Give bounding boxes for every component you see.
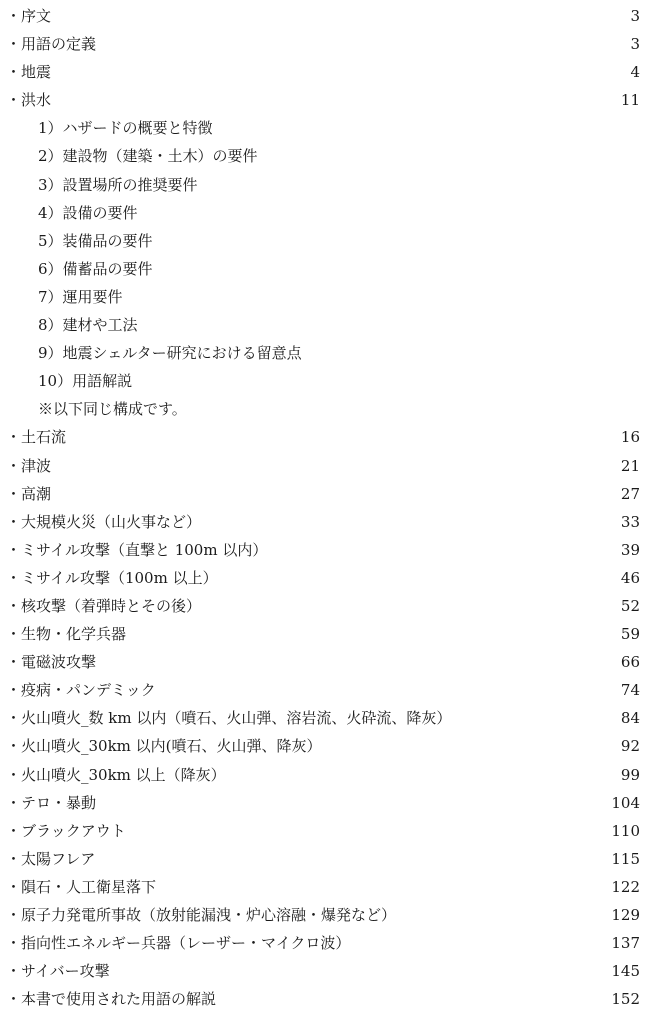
toc-page-number: 66 xyxy=(620,653,640,672)
toc-entry-title: 8）建材や工法 xyxy=(38,316,138,335)
toc-page-number: 21 xyxy=(620,456,640,475)
toc-subentry xyxy=(0,142,669,170)
toc-page-number: 16 xyxy=(620,428,640,447)
toc-page-number: 46 xyxy=(620,568,640,587)
toc-entry xyxy=(0,86,669,114)
toc-entry-title: ・原子力発電所事故（放射能漏洩・炉心溶融・爆発など） xyxy=(6,906,397,924)
toc-entry-title: 4）設備の要件 xyxy=(38,203,138,222)
toc-subentry xyxy=(0,114,669,142)
toc-page-number: 27 xyxy=(620,484,640,503)
toc-subentry xyxy=(0,311,669,339)
toc-entry xyxy=(0,901,669,929)
toc-page-number: 145 xyxy=(611,962,640,981)
toc-entry-title: ・火山噴火_数 km 以内（噴石、火山弾、溶岩流、火砕流、降灰） xyxy=(6,709,452,728)
toc-entry xyxy=(0,873,669,901)
toc-entry-title: ・核攻撃（着弾時とその後） xyxy=(6,596,202,615)
toc-subentry xyxy=(0,367,669,395)
toc-entry xyxy=(0,648,669,676)
toc-entry-title: ・隕石・人工衛星落下 xyxy=(6,877,157,896)
toc-entry-title: ・ミサイル攻撃（100m 以上） xyxy=(6,568,218,587)
toc-subentry xyxy=(0,255,669,283)
toc-entry xyxy=(0,452,669,480)
toc-entry xyxy=(0,564,669,592)
toc-entry-title: 5）装備品の要件 xyxy=(38,231,153,250)
toc-page-number: 74 xyxy=(620,681,640,700)
toc-entry xyxy=(0,620,669,648)
toc-page-number: 84 xyxy=(620,709,640,728)
toc-subentry xyxy=(0,199,669,227)
table-of-contents xyxy=(0,2,669,1013)
toc-entry-title: ・土石流 xyxy=(6,428,67,447)
toc-entry xyxy=(0,2,669,30)
toc-entry-title: ・火山噴火_30km 以上（降灰） xyxy=(6,765,226,784)
toc-entry-title: ・ブラックアウト xyxy=(6,821,126,840)
toc-entry-title: ・太陽フレア xyxy=(6,849,96,868)
toc-entry-title: 6）備蓄品の要件 xyxy=(38,259,153,278)
toc-entry-title: 10）用語解説 xyxy=(38,372,133,391)
toc-page-number: 59 xyxy=(620,625,640,644)
toc-page-number: 11 xyxy=(620,91,640,110)
toc-page-number: 129 xyxy=(611,906,640,924)
toc-subentry xyxy=(0,171,669,199)
toc-entry-title: ・洪水 xyxy=(6,91,52,110)
toc-page-number: 99 xyxy=(620,765,640,784)
toc-entry xyxy=(0,508,669,536)
toc-entry-title: ・高潮 xyxy=(6,484,52,503)
toc-entry-title: 1）ハザードの概要と特徴 xyxy=(38,119,213,138)
toc-page-number: 4 xyxy=(630,63,640,82)
toc-note xyxy=(0,395,669,423)
toc-page-number: 104 xyxy=(611,793,640,812)
toc-page-number: 137 xyxy=(611,934,640,953)
toc-page-number: 152 xyxy=(611,990,640,1009)
toc-entry-title: ・ミサイル攻撃（直撃と 100m 以内） xyxy=(6,540,268,559)
toc-entry-title: ・大規模火災（山火事など） xyxy=(6,512,202,531)
toc-entry-title: ・津波 xyxy=(6,456,52,475)
toc-entry-title: ・用語の定義 xyxy=(6,35,97,54)
toc-page-number: 122 xyxy=(611,877,640,896)
toc-entry-title: 2）建設物（建築・土木）の要件 xyxy=(38,147,258,166)
toc-entry xyxy=(0,761,669,789)
toc-entry-title: ・サイバー攻撃 xyxy=(6,962,110,981)
toc-entry-title: 9）地震シェルター研究における留意点 xyxy=(38,344,302,363)
toc-entry-title: ・火山噴火_30km 以内(噴石、火山弾、降灰） xyxy=(6,737,322,756)
toc-entry xyxy=(0,592,669,620)
toc-entry xyxy=(0,817,669,845)
toc-subentry xyxy=(0,227,669,255)
toc-entry xyxy=(0,957,669,985)
toc-page-number: 33 xyxy=(620,512,640,531)
toc-subentry xyxy=(0,283,669,311)
toc-entry-title: ・序文 xyxy=(6,7,52,25)
toc-page-number: 52 xyxy=(620,596,640,615)
toc-entry-title: ・電磁波攻撃 xyxy=(6,653,97,672)
toc-entry-title: ・地震 xyxy=(6,63,52,82)
toc-entry xyxy=(0,58,669,86)
toc-entry-title: ※以下同じ構成です。 xyxy=(38,400,187,419)
toc-page-number: 39 xyxy=(620,540,640,559)
toc-entry xyxy=(0,845,669,873)
toc-entry-title: 3）設置場所の推奨要件 xyxy=(38,175,198,194)
toc-entry xyxy=(0,985,669,1013)
toc-entry xyxy=(0,423,669,451)
toc-entry xyxy=(0,480,669,508)
toc-entry xyxy=(0,676,669,704)
toc-entry xyxy=(0,929,669,957)
toc-entry xyxy=(0,30,669,58)
toc-subentry xyxy=(0,339,669,367)
toc-entry-title: ・本書で使用された用語の解説 xyxy=(6,990,217,1009)
toc-page-number: 3 xyxy=(630,35,640,54)
toc-entry-title: ・指向性エネルギー兵器（レーザー・マイクロ波） xyxy=(6,934,351,953)
toc-page-number: 92 xyxy=(620,737,640,756)
toc-entry xyxy=(0,789,669,817)
toc-entry xyxy=(0,704,669,732)
toc-entry xyxy=(0,732,669,760)
toc-entry-title: ・疫病・パンデミック xyxy=(6,681,156,700)
toc-entry xyxy=(0,536,669,564)
toc-entry-title: 7）運用要件 xyxy=(38,287,123,306)
toc-page-number: 115 xyxy=(611,849,640,868)
toc-entry-title: ・生物・化学兵器 xyxy=(6,625,127,644)
toc-page-number: 3 xyxy=(630,7,640,25)
toc-page-number: 110 xyxy=(611,821,640,840)
toc-entry-title: ・テロ・暴動 xyxy=(6,793,97,812)
